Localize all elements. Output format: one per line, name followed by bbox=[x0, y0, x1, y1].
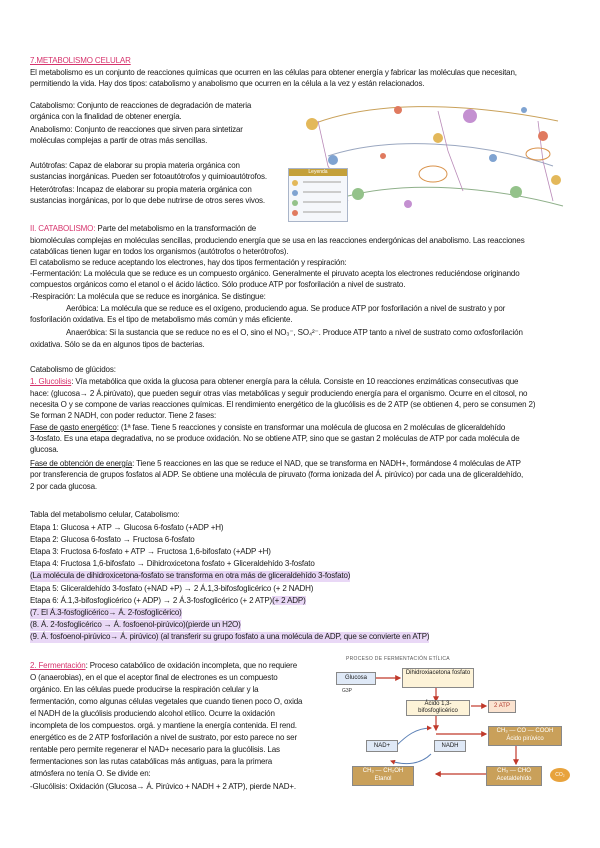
etapa-note-highlight: (9. Á. fosfoenol-pirúvico→ Á. pirúvico) (al transferir su grupo fosfato a una molécula de ADP, que se convierte en ATP) bbox=[30, 632, 430, 641]
diagram-title: PROCESO DE FERMENTACIÓN ETÍLICA bbox=[346, 656, 450, 662]
text-line: Autótrofas: Capaz de elaborar su propia materia orgánica con bbox=[30, 161, 240, 170]
text-line bbox=[30, 377, 518, 388]
section-heading-catabolismo: II. CATABOLISMO: bbox=[30, 224, 96, 233]
etanol-name: Etanol bbox=[374, 776, 392, 782]
text-line bbox=[30, 423, 505, 434]
text-line: rentable pero permite regenerar el NAD+ necesario para la glucólisis. Las bbox=[30, 745, 280, 754]
text-line: sustancias inorgánicas. Pueden ser fotoautótrofos y quimioautótrofos. bbox=[30, 172, 267, 181]
acetaldehido-formula: CH₃ — CHO bbox=[497, 768, 531, 774]
text-line: -Respiración: La molécula que se reduce es inorgánica. Se distingue: bbox=[30, 292, 266, 301]
etapa-line: Etapa 4: Fructosa 1,6-bifosfato → Dihidroxicetona fosfato + Gliceraldehído 3-fosfato bbox=[30, 559, 315, 568]
acetaldehido-box bbox=[486, 766, 542, 786]
legend-box bbox=[288, 168, 348, 222]
text-line: O (anaerobias), en el que el aceptor final de electrones es un compuesto bbox=[30, 673, 278, 682]
text-fragment: : Proceso catabólico de oxidación incompleta, que no requiere bbox=[85, 661, 297, 670]
text-line: -Glucólisis: Oxidación (Glucosa→ Á. Pirúvico + NADH + 2 ATP), pierde NAD+. bbox=[30, 782, 296, 791]
legend-title: Leyenda bbox=[289, 169, 347, 176]
text-line: Aeróbica: La molécula que se reduce es el oxígeno, produciendo agua. Se produce ATP por fosforilación a nivel de sustrato y por bbox=[66, 304, 506, 313]
text-line bbox=[30, 224, 256, 235]
text-line: orgánico. En las células puede producirse la respiración celular y la bbox=[30, 685, 259, 694]
text-line: -Fermentación: La molécula que se reduce es un compuesto orgánico. Generalmente el piruvato acepta los electrones reduciéndose originando bbox=[30, 269, 520, 278]
etanol-formula: CH₃ — CH₂OH bbox=[362, 768, 404, 774]
text-line bbox=[30, 459, 521, 470]
text-line: necesita O y se compone de varias reacciones químicas. El rendimiento energético de la glucólisis es de 2 ATP (se obtienen 4, pero se consumen 2) bbox=[30, 400, 536, 409]
fermentation-diagram bbox=[336, 656, 576, 802]
glucolisis-label: 1. Glucolisis bbox=[30, 377, 72, 386]
metabolism-map-figure bbox=[288, 96, 578, 224]
section-heading-metabolismo: 7.METABOLISMO CELULAR bbox=[30, 56, 131, 65]
fase-gasto-label: Fase de gasto energético bbox=[30, 423, 117, 432]
etapa-note-highlight: (7. El Á.3-fosfoglicérico→ Á. 2-fosfoglicérico) bbox=[30, 608, 182, 617]
text-line: 2 por cada glucosa. bbox=[30, 482, 97, 491]
text-line: incompleta de los compuestos. orgá. y mantiene la energía contenida. El rend. bbox=[30, 721, 297, 730]
text-line: Anaeróbica: Si la sustancia que se reduce no es el O, sino el NO₃⁻, SO₄²⁻. Produce ATP tanto a nivel de sustrato como oxfosforilación bbox=[66, 328, 523, 337]
section-heading-tabla: Tabla del metabolismo celular, Catabolismo: bbox=[30, 510, 180, 519]
piruvico-formula: CH₃ — CO — COOH bbox=[496, 728, 554, 734]
text-line: hace: (glucosa→ 2 Á.pirúvato), que pueden seguir otras vías metabólicas y seguir produciendo energía para el organismo. Ocurre en el citosol, no bbox=[30, 389, 528, 398]
text-line: Heterótrofas: Incapaz de elaborar su propia materia orgánica con bbox=[30, 185, 252, 194]
text-fragment: Etapa 6: Á.1,3-bifosfoglicérico (+ ADP) → 2 Á.3-fosfoglicérico (+ 2 ATP) bbox=[30, 596, 273, 605]
acetaldehido-name: Acetaldehído bbox=[496, 776, 532, 782]
etapa-note-highlight: (La molécula de dihidroxicetona-fosfato se transforma en otra más de gliceraldehído 3-fosfato) bbox=[30, 571, 351, 580]
etapa-line: Etapa 3: Fructosa 6-fosfato + ATP → Fructosa 1,6-bifosfato (+ADP +H) bbox=[30, 547, 271, 556]
co2-bubble: CO₂ bbox=[550, 768, 570, 782]
text-line: El metabolismo es un conjunto de reacciones químicas que ocurren en las células para obtener energía y fabricar las moléculas que necesitan, bbox=[30, 68, 517, 77]
fermentacion-label: 2. Fermentación bbox=[30, 661, 86, 670]
text-fragment: : Vía metabólica que oxida la glucosa para obtener energía para la célula. Consiste en 10 reacciones enzimáticas consecutivas que bbox=[71, 377, 519, 386]
text-line: El catabolismo se reduce aceptando los electrones, hay dos tipos fermentación y respiración: bbox=[30, 258, 347, 267]
text-line: biomoléculas complejas en moléculas sencillas, produciendo energía que se usa en las reacciones endergónicas del anabolismo. Las reacciones bbox=[30, 236, 525, 245]
text-line: fosforilación oxidativa. Es el tipo de metabolismo más común y más eficiente. bbox=[30, 315, 293, 324]
highlight-fragment: (+ 2 ADP) bbox=[272, 596, 306, 605]
etapa-line bbox=[30, 596, 306, 607]
atp-box: 2 ATP bbox=[488, 700, 516, 713]
piruvico-box bbox=[488, 726, 562, 746]
text-line: el NADH de la glucólisis produciendo alcohol etílico. Ocurre la oxidación bbox=[30, 709, 275, 718]
etapa-line: Etapa 5: Gliceraldehído 3-fosfato (+NAD +P) → 2 Á.1,3-bifosfoglicérico (+ 2 NADH) bbox=[30, 584, 314, 593]
text-line: fermentaciones son las rutas catabólicas más antiguas, para la primera bbox=[30, 757, 273, 766]
text-line: fermentación, como algunas células vegetales que cuando tienen poco O, oxida bbox=[30, 697, 303, 706]
text-line: Catabolismo: Conjunto de reacciones de degradación de materia bbox=[30, 101, 252, 110]
dhap-box: Dihidroxiacetona fosfato bbox=[402, 668, 474, 688]
section-heading-glucidos: Catabolismo de glúcidos: bbox=[30, 365, 116, 374]
text-fragment: : Tiene 5 reacciones en las que se reduce el NAD, que se transforma en NADH+, formándose 4 moléculas de ATP bbox=[132, 459, 521, 468]
etapa-line: Etapa 1: Glucosa + ATP → Glucosa 6-fosfato (+ADP +H) bbox=[30, 523, 224, 532]
text-line: atmósfera no tenía O. Se divide en: bbox=[30, 769, 151, 778]
text-line: 3-fosfato. Es una etapa degradativa, no se produce oxidación. No se obtiene ATP, sino que se gastan 2 moléculas de ATP por cada molécula de bbox=[30, 434, 520, 443]
text-line: sustancias inorgánicas, por lo que debe nutrirse de otros seres vivos. bbox=[30, 196, 265, 205]
bpg-box: Ácido 1,3-bifosfoglicérico bbox=[406, 700, 470, 716]
text-fragment: Parte del metabolismo en la transformación de bbox=[95, 224, 257, 233]
fase-obtencion-label: Fase de obtención de energía bbox=[30, 459, 133, 468]
text-line: Se forman 2 NADH, con poder reductor. Tiene 2 fases: bbox=[30, 411, 217, 420]
nad-box: NAD+ bbox=[366, 740, 398, 752]
text-line: moléculas complejas a partir de otras más sencillas. bbox=[30, 136, 208, 145]
text-line bbox=[30, 661, 297, 672]
text-line: compuestos orgánicos como el etanol o el ácido láctico. Sólo produce ATP por fosforilación a nivel de sustrato. bbox=[30, 280, 406, 289]
text-line: permitiendo la vida. Hay dos tipos: catabolismo y anabolismo que ocurren en la célula a la vez y están relacionados. bbox=[30, 79, 425, 88]
g3p-label: G3P bbox=[342, 688, 353, 694]
text-fragment: : (1ª fase. Tiene 5 reacciones y consiste en transformar una molécula de glucosa en 2 moléculas de gliceraldehído bbox=[116, 423, 506, 432]
text-line: energético es de 2 ATP fosforilación a nivel de sustrato, por esto parece no ser bbox=[30, 733, 297, 742]
text-line: oxidativa. Sólo se da en algunos tipos de bacterias. bbox=[30, 340, 205, 349]
nadh-box: NADH bbox=[434, 740, 466, 752]
text-line: catabólicas tienen lugar en todos los organismos (autótrofos o heterótrofos). bbox=[30, 247, 289, 256]
piruvico-name: Ácido pirúvico bbox=[506, 736, 544, 742]
etanol-box bbox=[352, 766, 414, 786]
glucosa-box: Glucosa bbox=[336, 672, 376, 685]
text-line: glucosa. bbox=[30, 445, 59, 454]
etapa-note-highlight: (8. Á. 2-fosfoglicérico → Á. fosfoenol-pirúvico)(pierde un H2O) bbox=[30, 620, 241, 629]
text-line: por transferencia de grupos fosfatos al ADP. Se obtiene una molécula de piruvato (forma ionizada del Á. pirúvico) por cada una de gliceraldehído, bbox=[30, 470, 524, 479]
etapa-line: Etapa 2: Glucosa 6-fosfato → Fructosa 6-fosfato bbox=[30, 535, 195, 544]
text-line: orgánica con la finalidad de obtener energía. bbox=[30, 112, 182, 121]
text-line: Anabolismo: Conjunto de reacciones que sirven para sintetizar bbox=[30, 125, 243, 134]
